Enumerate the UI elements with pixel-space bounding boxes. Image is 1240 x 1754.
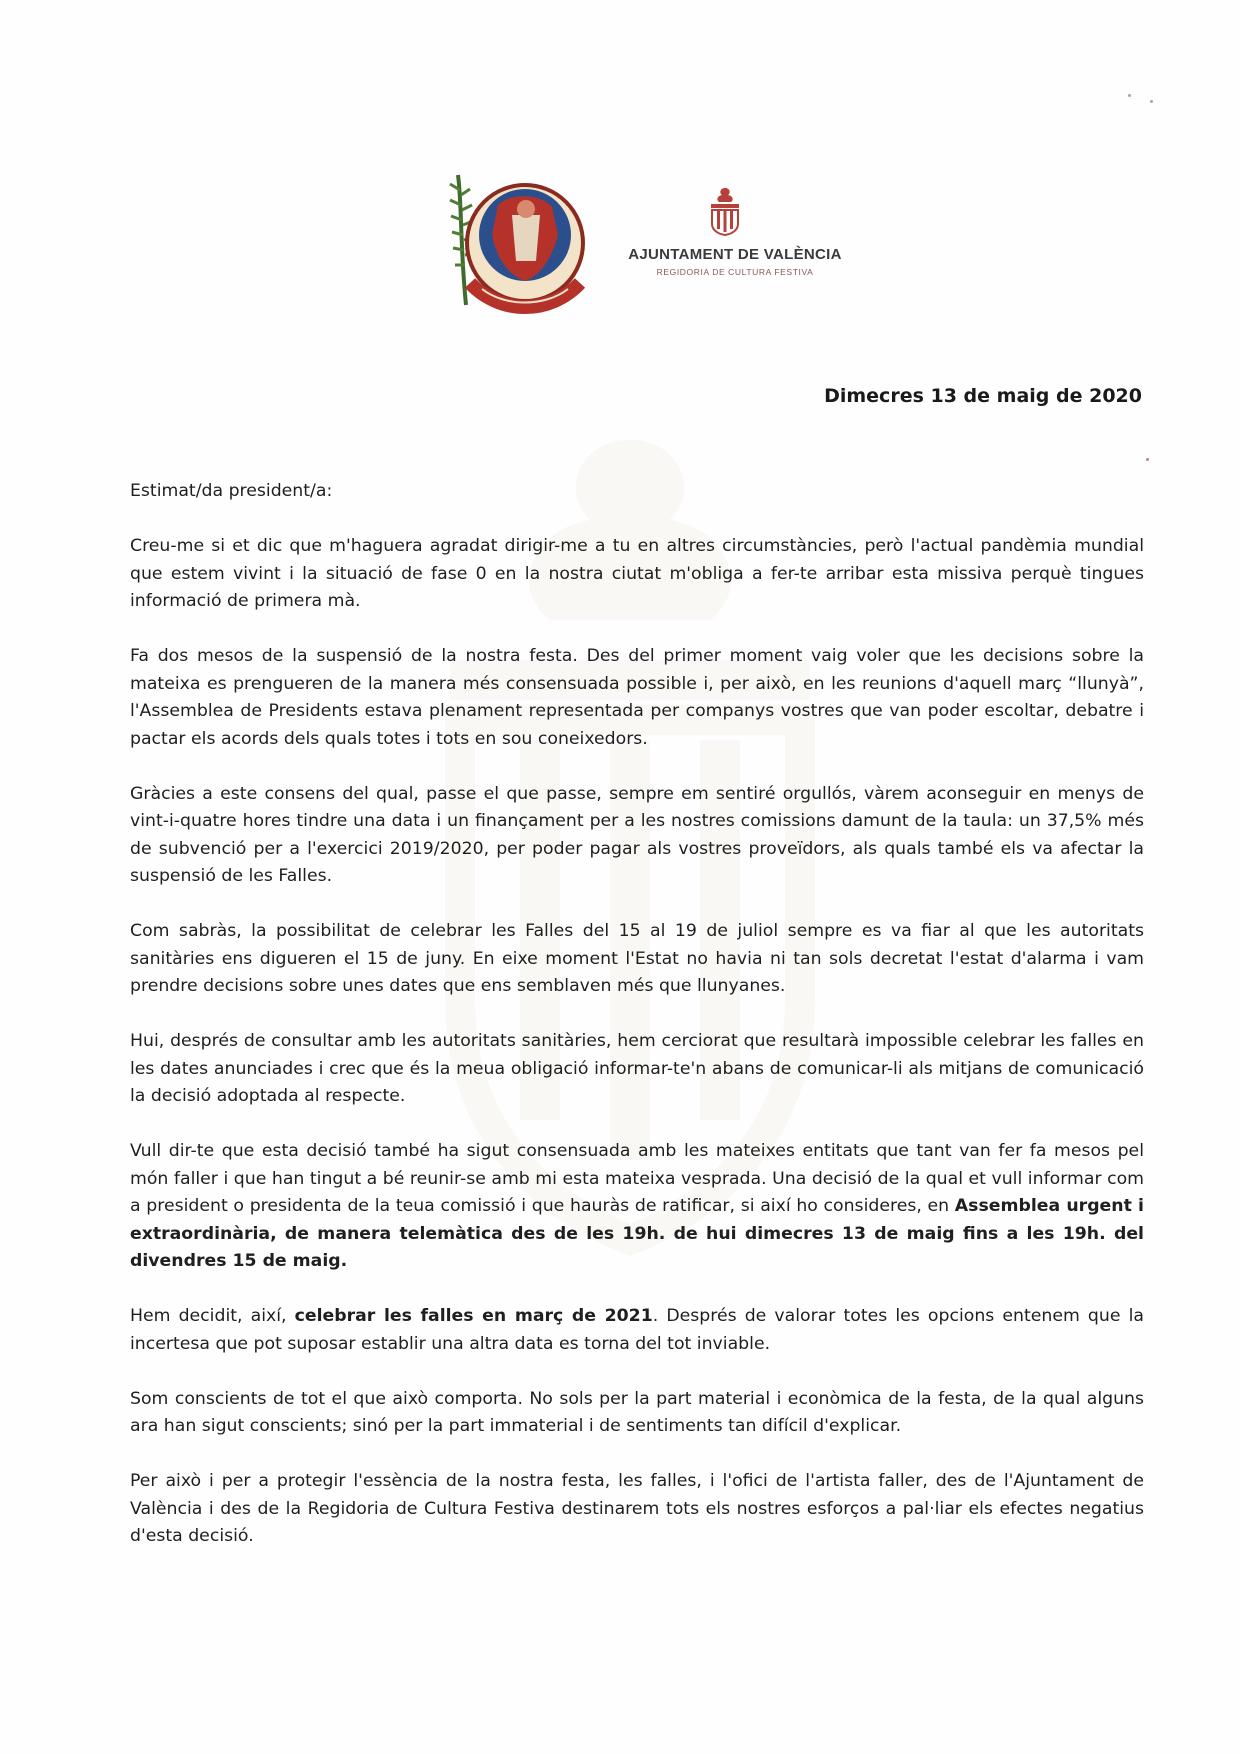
- paragraph-7-intro: Hem decidit, així,: [130, 1306, 295, 1326]
- letter-body: [130, 478, 1144, 1578]
- junta-central-fallera-logo-icon: [440, 165, 590, 325]
- paragraph-1: Creu-me si et dic que m'haguera agradat dirigir-me a tu en altres circumstàncies, però l'actual pandèmia mundial que estem vivint i la situació de fase 0 en la nostra ciutat m'obliga a fer-te arribar esta missiva perquè tingues informació de primera mà.: [130, 536, 1144, 611]
- paragraph-7: [130, 1303, 1144, 1358]
- valencia-coat-of-arms-icon: [705, 186, 745, 236]
- paragraph-3: Gràcies a este consens del qual, passe el que passe, sempre em sentiré orgullós, vàrem aconseguir en menys de vint-i-quatre hores tindre una data i un finançament per a les nostres comissions damunt de la taula: un 37,5% més de subvenció per a l'exercici 2019/2020, per poder pagar als vostres proveïdors, als quals també els va afectar la suspensió de les Falles.: [130, 783, 1144, 886]
- decision-highlight: celebrar les falles en març de 2021: [294, 1306, 653, 1326]
- paragraph-6-text: Vull dir-te que esta decisió també ha sigut consensuada amb les mateixes entitats que tant van fer fa mesos pel món faller i que han tingut a bé reunir-se amb mi esta mateixa vesprada. Una decisió de la qual et vull informar com a president o presidenta de la teua comissió i que hauràs de ratificar, si així ho consideres, en: [130, 1141, 1144, 1216]
- paragraph-7-rest: . Després de valorar totes les opcions entenem que la incertesa que pot suposar establir una altra data es torna del tot inviable.: [130, 1306, 1144, 1354]
- ajuntament-logo: [620, 186, 860, 286]
- salutation: Estimat/da president/a:: [130, 481, 333, 501]
- scan-speck: [1146, 458, 1149, 461]
- paragraph-8: Som conscients de tot el que això comporta. No sols per la part material i econòmica de la festa, de la qual alguns ara han sigut conscients; sinó per la part immaterial i de sentiments tan difícil d'explicar.: [130, 1388, 1144, 1436]
- paragraph-2: Fa dos mesos de la suspensió de la nostra festa. Des del primer moment vaig voler que les decisions sobre la mateixa es prengueren de la manera més consensuada possible i, per això, en les reunions d'aquell març “llunyà”, l'Assemblea de Presidents estava plenament representada per companys vostres que van poder escoltar, debatre i pactar els acords dels quals totes i tots en sou coneixedors.: [130, 646, 1144, 749]
- organization-name: AJUNTAMENT DE VALÈNCIA: [628, 246, 842, 263]
- letter-date: Dimecres 13 de maig de 2020: [824, 385, 1142, 407]
- paragraph-9: Per això i per a protegir l'essència de la nostra festa, les falles, i l'ofici de l'artista faller, des de l'Ajuntament de València i des de la Regidoria de Cultura Festiva destinarem tots els nostres esforços a pal·liar els efectes negatius d'esta decisió.: [130, 1471, 1144, 1546]
- paragraph-5: Hui, després de consultar amb les autoritats sanitàries, hem cerciorat que resultarà impossible celebrar les falles en les dates anunciades i crec que és la meua obligació informar-te'n abans de comunicar-li als mitjans de comunicació la decisió adoptada al respecte.: [130, 1031, 1144, 1106]
- paragraph-4: Com sabràs, la possibilitat de celebrar les Falles del 15 al 19 de juliol sempre es va fiar al que les autoritats sanitàries ens digueren el 15 de juny. En eixe moment l'Estat no havia ni tan sols decretat l'estat d'alarma i vam prendre decisions sobre unes dates que ens semblaven més que llunyanes.: [130, 921, 1144, 996]
- organization-department: REGIDORIA DE CULTURA FESTIVA: [656, 267, 814, 277]
- paragraph-6: [130, 1138, 1144, 1276]
- assembly-notice: Assemblea urgent i extraordinària, de manera telemàtica des de les 19h. de hui dimecres 13 de maig fins a les 19h. del divendres 15 de maig.: [130, 1196, 1144, 1271]
- scan-speck: [1128, 94, 1131, 97]
- scan-speck: [1150, 100, 1153, 103]
